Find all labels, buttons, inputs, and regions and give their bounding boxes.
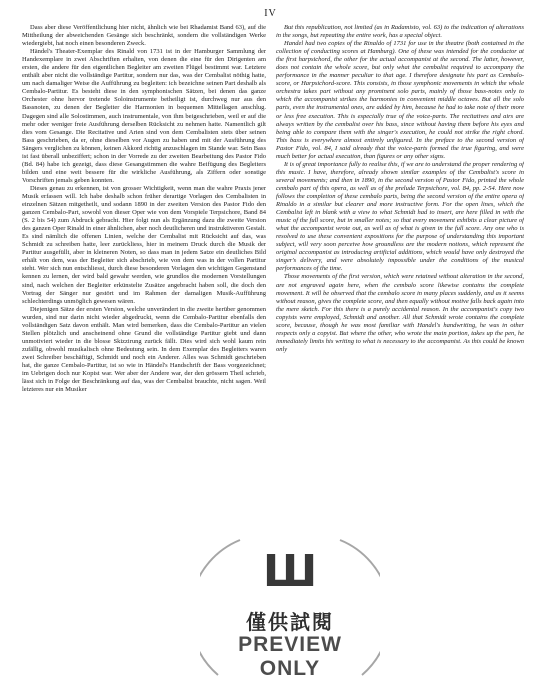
english-column xyxy=(276,24,524,692)
german-column xyxy=(22,24,266,692)
watermark-only-text: ONLY xyxy=(259,657,321,680)
watermark-preview-text: PREVIEW xyxy=(238,633,342,656)
english-paragraph-4: Those movements of the first version, which were retained without alteration in the second, are not engraved again here, when the cembalo score likewise contains the complete movement. It will be observed that the cembalo score in many places suddenly, and as it seems without reason, gives the complete score, and then equally without motive falls back again into the mere sketch. For this there is a purely accidental reason. In the accompanist's copy two copyists were employed, Schmidt and another. All that Schmidt wrote contains the complete score, because, though he was most familiar with Handel's handwriting, he was in other respects only a copyist. But where the other, who wrote the main portion, takes up the pen, he immediately limits his writing to what is necessary to the accompanist. As this could be known only xyxy=(276,273,524,353)
english-paragraph-1: But this republication, not limited (as in Radamisto, vol. 63) to the indication of alterations in the songs, but repeating the entire work, has a special object. xyxy=(276,24,524,40)
german-paragraph-4: Diejenigen Sätze der ersten Version, welche unverändert in die zweite herüber genommen wurden, sind nur darin nicht wieder abgedruckt, wenn die Cembalo-Partitur ebenfalls den vollständigen Satz davon enthält. Man wird bemerken, dass die Cembalo-Partitur an vielen Stellen plötzlich und anscheinend ohne Grund die vollständige Partitur giebt und dann unmotiviert wieder in die blosse Skizzirung zurück fällt. Dies wird sich wohl kaum rein zufällig, obwohl musikalisch ohne Bedeutung sein. In dem Exemplar des Begleiters waren zwei Schreiber beschäftigt, Schmidt und noch ein Anderer. Alles was Schmidt geschrieben hat, die ganze Cembalo-Partitur, ist so wie in Händel's Handschrift der Bass vorgezeichnet; im Uebrigen doch nur Kopist war. Wer aber der Andere war, der den grössern Theil schrieb, lässt sich in Folge der Beschränkung auf das, was der Cembalist brauchte, nicht sagen. Weil letzteres nur ein Musiker xyxy=(22,305,266,394)
english-paragraph-2: Handel had two copies of the Rinaldo of 1731 for use in the theatre (both contained in the collection of conducting scores at Hamburg). One of these was intended for the conductor at the first harpsichord, the other for the actual accompanist at the second. The latter, however, does not contain the whole score, but only what the cembalist required to accompany the performance in the manner peculiar to that age. I therefore designate his part as Cembalo-score, or Harpsichord-score. This consists, in those symphonic movements in which the whole orchestra takes part without any prominent solo parts, mainly of those bass-notes only to which the accompanist strikes the harmonies in convenient middle octaves. But all the solo parts, even the instrumental ones, are added by him, because he had to take note of their more or less free execution. This is especially true of the voice-parts. The recitatives and airs are always written by the cembalist over his bass, since without having them before his eyes and being able to compare them with the singer's execution, he could not strike the right chord. This bass is everywhere almost entirely unfigured. In the preface to the second version of Pastor Fido, vol. 84, I said already that the voice-parts formed the true figuring, and were much better for actual execution, than figures or any other signs. xyxy=(276,40,524,160)
german-paragraph-1: Dass aber diese Veröffentlichung hier nicht, ähnlich wie bei Rhadamist Band 63), auf die Mittheilung der abweichenden Gesänge sich beschränkt, sondern die vollständigen Werke wiedergiebt, hat noch einen besonderen Zweck. xyxy=(22,24,266,48)
page-number: IV xyxy=(264,8,277,19)
publisher-logo-icon: Ш xyxy=(262,546,318,597)
german-paragraph-2: Händel's Theater-Exemplar des Rinald von 1731 ist in der Hamburger Sammlung der Handexemplare in zwei Abschriften erhalten, von denen die eine für den Dirigenten am ersten, die andere für den eigentlichen Begleiter am zweiten Flügel bestimmt war. Letztere enthält aber nicht die vollständige Partitur, sondern nur das, was der Cembalist nöthig hatte, um nach damaliger Weise die Aufführung zu begleiten: ich bezeichne seinen Part deshalb als Cembalo-Partitur. Es besteht diese in den symphonischen Sätzen, bei denen das ganze Orchester ohne hervor tretende Soloinstrumente betheiligt ist, durchweg nur aus den Bassnoten, zu denen der Begleiter die Harmonien in bequemen Mittellagen anschlug. Dagegen sind alle Solostimmen, auch instrumentale, von ihm beigeschrieben, weil er auf die mehr oder weniger freie Ausführung derselben Rücksicht zu nehmen hatte. Namentlich gilt dies vom Gesange. Die Recitative und Arien sind von dem Cembalisten stets über seinen Bass geschrieben, da er, ohne dieselben vor Augen zu haben und mit der Ausführung des Sängers verglichen zu können, keinen Akkord richtig anzuschlagen im Stande war. Sein Bass ist fast überall unbeziffert; schon in der Vorrede zu der zweiten Bearbeitung des Pastor Fido (Bd. 84) habe ich gezeigt, dass diese Gesangstimmen die wahre Beifügung des Begleiters bilden und eine weit bessere für die wirkliche Ausführung, als Ziffern oder sonstige Vorschriften jemals geben konnten. xyxy=(22,48,266,184)
watermark-chinese-text: 僅供試閱 xyxy=(246,610,334,634)
german-paragraph-3: Dieses genau zu erkennen, ist von grosser Wichtigkeit, wenn man die wahre Praxis jener Musik erfassen will. Ich habe deshalb schon früher derartige Vorlagen des Cembalisten in einzelnen Sätzen mitgetheilt, und sodann 1890 in der zweiten Version des Pastor Fido den ganzen Cembalo-Part, sowohl von dieser Oper wie von dem Vorspiele Terpsichore, Band 84 (S. 2 bis 54) zum Abdruck gebracht. Hier folgt nun als Ergänzung dazu die zweite Version des ganzen Oper Rinald in einer ähnlichen, aber noch deutlicheren und instruktiveren Gestalt. Es sind nämlich die offenen Linien, welche der Cembalist mit Rücksicht auf das, was Schmidt zu schreiben hatte, leer zurückliess, hier in meinem Druck durch die Musik der Partitur ausgefüllt, aber in kleineren Noten, so dass man in jedem Satze ein deutliches Bild erhält von dem, was der Begleiter sich abschrieb, wie von dem was in der vollen Partitur steht. Wer sich nun entschliesst, durch diese besonderen Vorlagen den wichtigen Gegenstand kennen zu lernen, der wird bald gewahr werden, wie grundlos die modernen Vorstellungen sind, nach welchen der Begleiter erkünstelte Zusätze angebracht haben soll, die doch den Vortrag der Sänger nur gestört und im Rahmen der damaligen Musik-Aufführung schlechterdings unmöglich gewesen wären. xyxy=(22,184,266,305)
english-paragraph-3: It is of great importance fully to realise this, if we are to understand the proper rendering of this music. I have, therefore, already shown similar examples of the Cembalist's score in several movements; and then in 1890, in the second version of Pastor Fido, printed the whole cembalo part of this opera, as well as of the prelude Terpsichore, vol. 84, pp. 2-54. Here now follows the completion of these cembalo parts, being the second version of the entire opera of Rinaldo in a similar but clearer and more instructive form. For the open lines, which the Cembalist left in blank with a view to what Schmidt had to insert, are here filled in with the music of the full score, but in smaller notes; so that every movement exhibits a clear picture of what the accompanist wrote out, as well as of what is given in the full score. Any one who is resolved to use these convenient expositions for the purpose of understanding this important subject, will very soon perceive how groundless are the modern notions, which represent the original accompanist as introducing artificial additions, which would have only destroyed the singer's delivery, and were absolutely impossible under the conditions of the musical performances of the time. xyxy=(276,160,524,273)
